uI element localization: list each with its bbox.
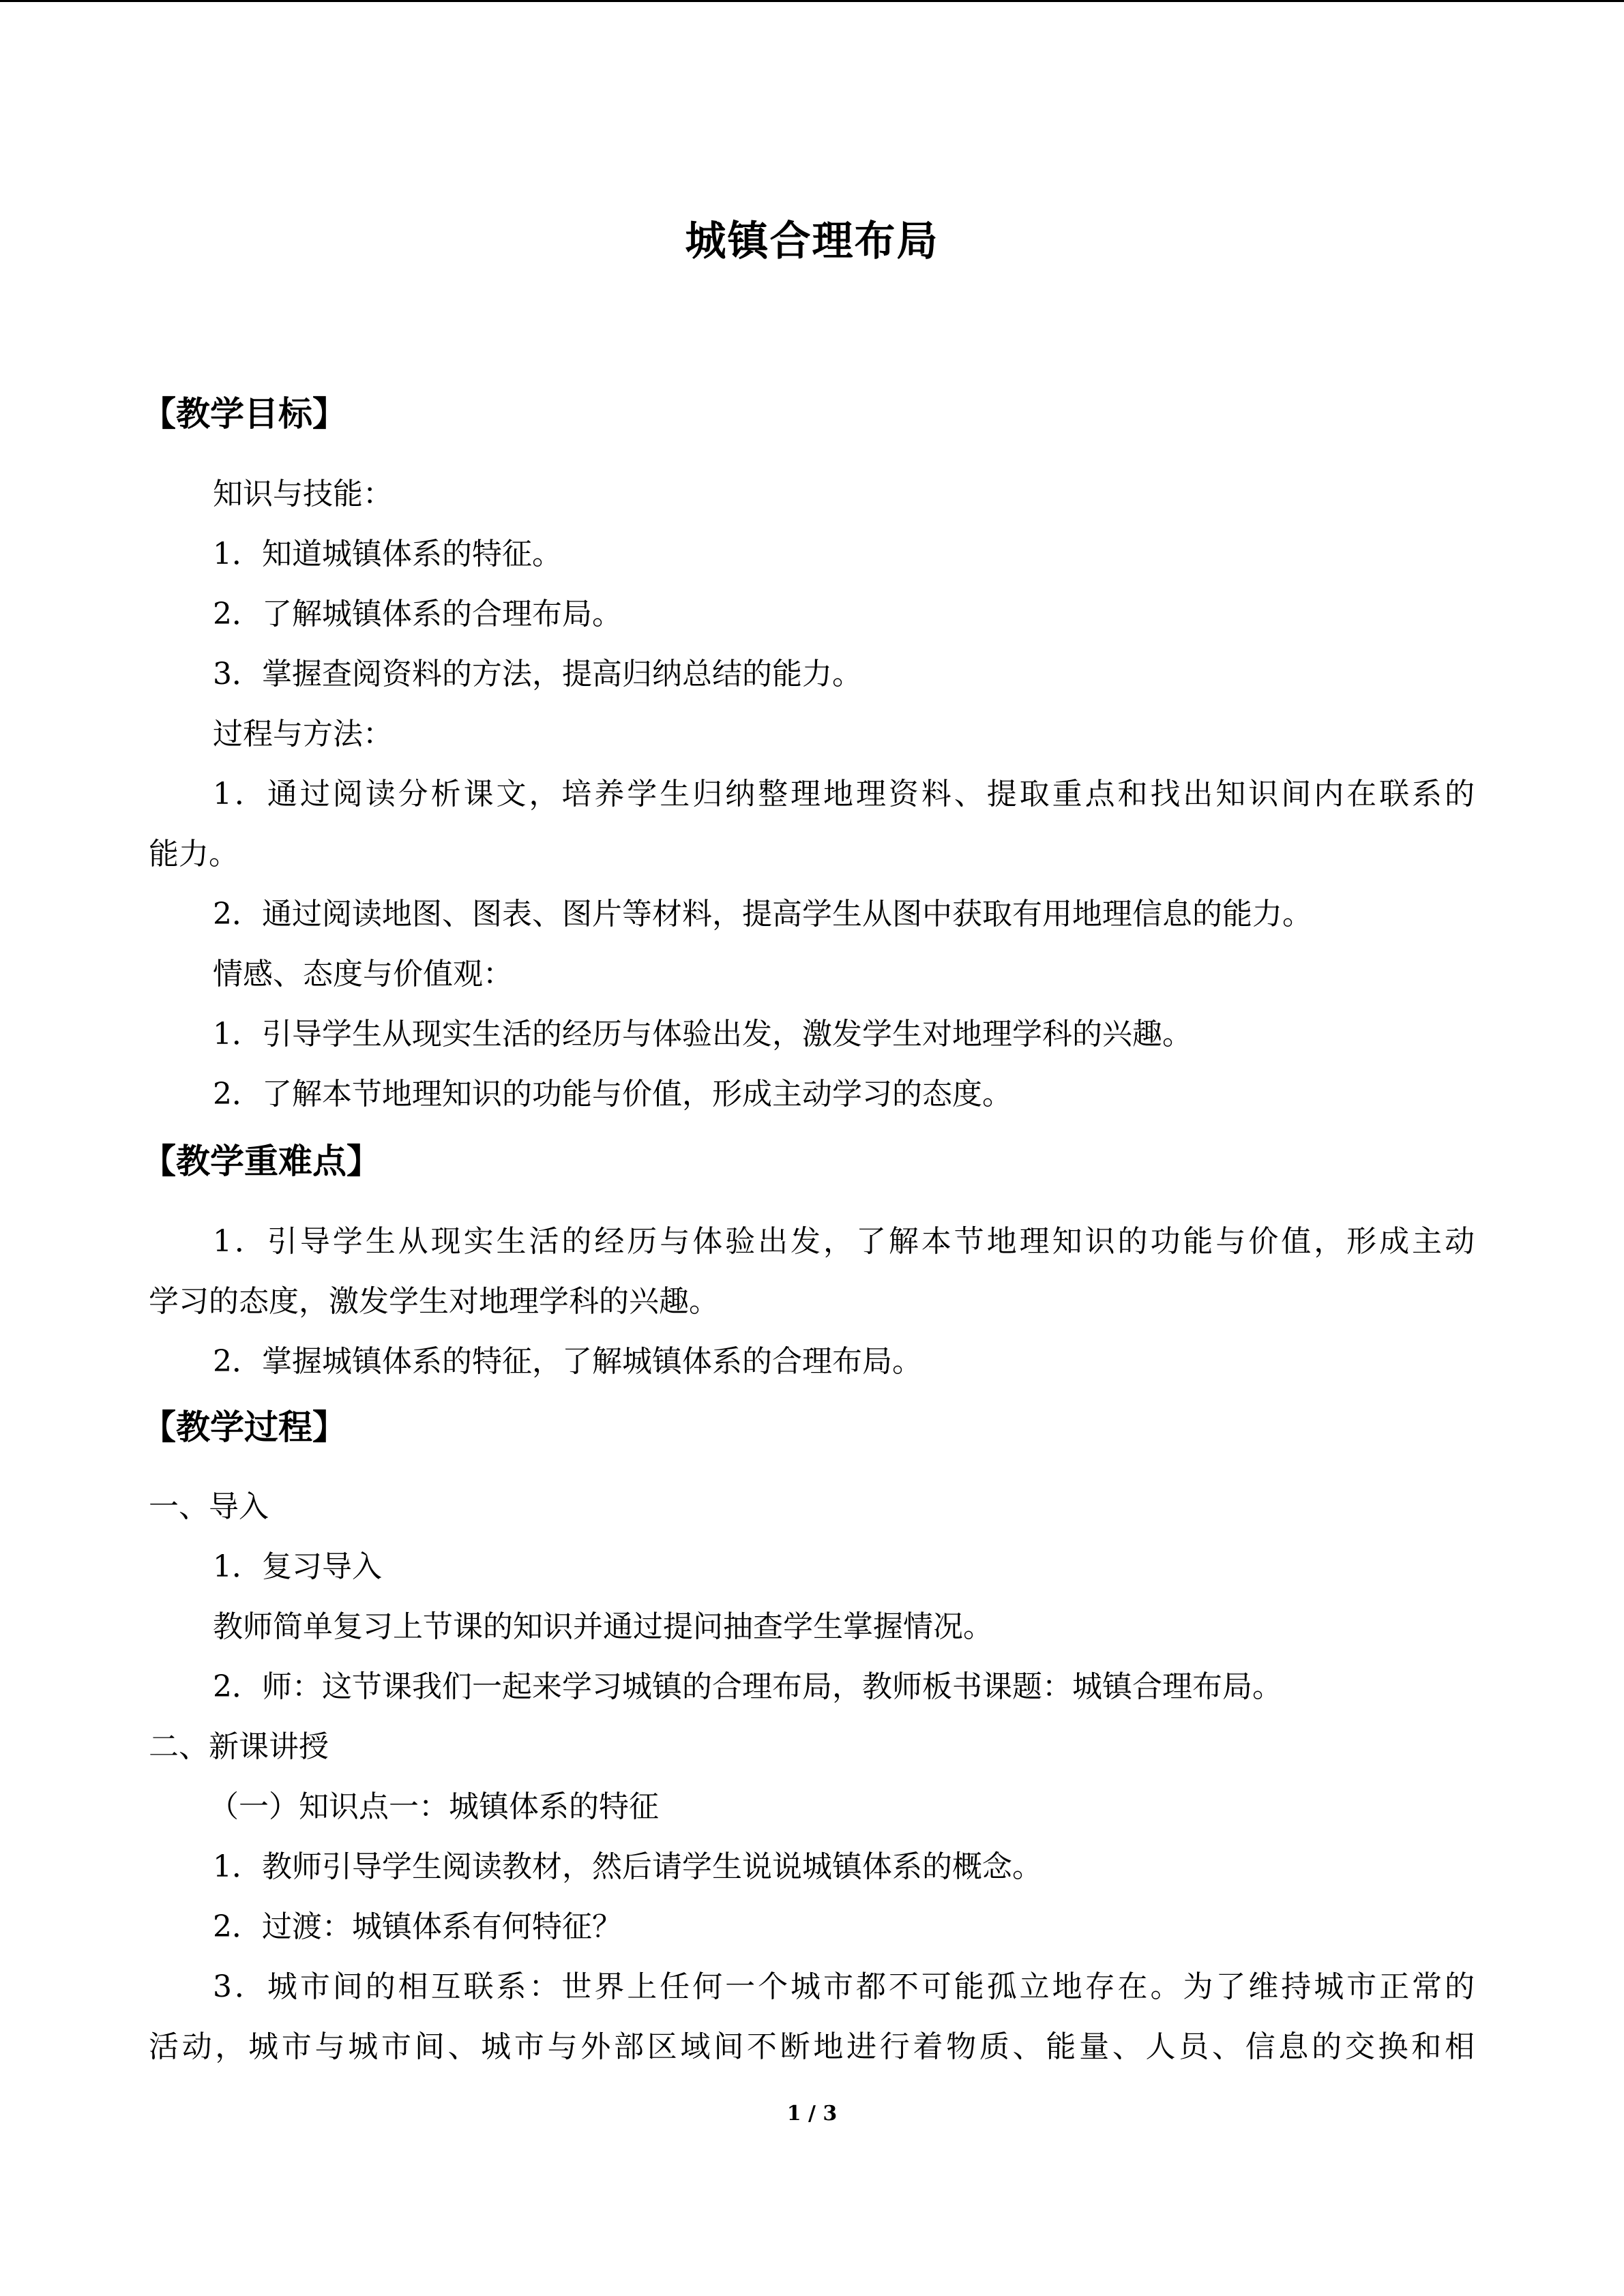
section-heading-keypoints: 【教学重难点】 xyxy=(142,1142,381,1181)
top-border-line xyxy=(0,0,1624,2)
page-number: 1 / 3 xyxy=(786,2102,838,2126)
section-heading-process: 【教学过程】 xyxy=(142,1407,346,1447)
paragraph: 二、新课讲授 xyxy=(149,1729,329,1764)
paragraph: 3．掌握查阅资料的方法，提高归纳总结的能力。 xyxy=(213,657,862,691)
paragraph: 2．掌握城镇体系的特征，了解城镇体系的合理布局。 xyxy=(213,1344,922,1379)
paragraph: 知识与技能： xyxy=(213,477,393,511)
paragraph: 学习的态度，激发学生对地理学科的兴趣。 xyxy=(149,1284,719,1319)
section-heading-goals: 【教学目标】 xyxy=(142,394,346,434)
paragraph: 情感、态度与价值观： xyxy=(213,957,513,992)
paragraph: 2．了解本节地理知识的功能与价值，形成主动学习的态度。 xyxy=(213,1077,1012,1112)
paragraph: 能力。 xyxy=(149,837,239,871)
paragraph: 2．通过阅读地图、图表、图片等材料，提高学生从图中获取有用地理信息的能力。 xyxy=(213,897,1312,931)
paragraph: 一、导入 xyxy=(149,1489,269,1524)
paragraph: 3．城市间的相互联系：世界上任何一个城市都不可能孤立地存在。为了维持城市正常的 xyxy=(213,1969,1475,2004)
paragraph: 1．教师引导学生阅读教材，然后请学生说说城镇体系的概念。 xyxy=(213,1849,1042,1884)
paragraph: 过程与方法： xyxy=(213,717,393,751)
paragraph: （一）知识点一：城镇体系的特征 xyxy=(209,1789,659,1824)
paragraph: 1．通过阅读分析课文，培养学生归纳整理地理资料、提取重点和找出知识间内在联系的 xyxy=(213,777,1475,811)
paragraph: 2．了解城镇体系的合理布局。 xyxy=(213,597,622,631)
paragraph: 活动，城市与城市间、城市与外部区域间不断地进行着物质、能量、人员、信息的交换和相 xyxy=(149,2029,1475,2064)
paragraph: 2．师：这节课我们一起来学习城镇的合理布局，教师板书课题：城镇合理布局。 xyxy=(213,1669,1282,1704)
paragraph: 2．过渡：城镇体系有何特征？ xyxy=(213,1909,622,1944)
document-title: 城镇合理布局 xyxy=(685,218,939,265)
paragraph: 1．引导学生从现实生活的经历与体验出发，激发学生对地理学科的兴趣。 xyxy=(213,1017,1192,1052)
paragraph: 1．知道城镇体系的特征。 xyxy=(213,537,562,571)
paragraph: 1．复习导入 xyxy=(213,1549,382,1584)
paragraph: 1．引导学生从现实生活的经历与体验出发，了解本节地理知识的功能与价值，形成主动 xyxy=(213,1224,1475,1259)
paragraph: 教师简单复习上节课的知识并通过提问抽查学生掌握情况。 xyxy=(213,1609,993,1644)
